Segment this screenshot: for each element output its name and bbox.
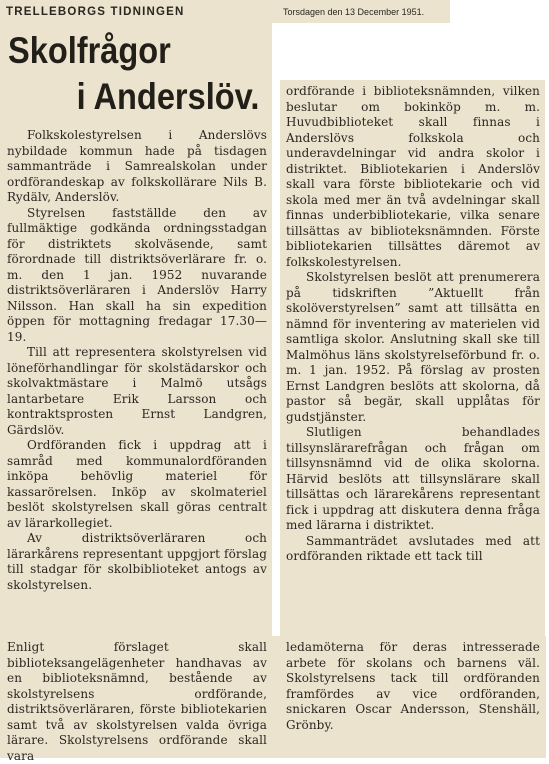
paragraph: Slutligen behandlades tillsynslärarefrågan och frågan om tillsynsnämnd vid de olika skolorna. Härvid beslöts att tillsynslärare skall tillsättas och lärarekårens representant fick i uppdrag att diskutera denna fråga med lärarna i distriktet. xyxy=(286,425,540,532)
paragraph: Skolstyrelsen beslöt att prenumerera på tidskriften ”Aktuellt från skolöverstyrelsen” samt att tillsätta en nämnd för inventering av materielen vid samtliga skolor. Anslutning skall ske till Malmöhus läns skolstyrelseförbund fr. o. m. 1 jan. 1952. På förslag av prosten Ernst Landgren beslöts att skolorna, då pastor så begär, skall upplåtas för gudstjänster. xyxy=(286,270,540,424)
bottom-left-column xyxy=(7,640,267,764)
bottom-right-column xyxy=(286,640,540,733)
paragraph: Folkskolestyrelsen i Anderslövs nybildade kommun hade på tisdagen sammanträde i Samrealskolan under ordförandeskap av folkskollärare Nils B. Rydälv, Anderslöv. xyxy=(7,128,267,204)
paragraph: ordförande i biblioteksnämnden, vilken beslutar om bokinköp m. m. Huvudbiblioteket skall finnas i Anderslövs folkskola och underavdelningar vid andra skolor i distriktet. Bibliotekarien i Anderslöv skall vara förste bibliotekarie och vid skola med mer än två avdelningar skall finnas underbibliotekarie, vilka senare tillsättas av biblioteksnämnden. Förste bibliotekarien tillsättes däremot av folkskolestyrelsen. xyxy=(286,84,540,269)
paragraph: Av distriktsöverläraren och lärarkårens representant uppgjort förslag till stadgar för skolbiblioteket antogs av skolstyrelsen. xyxy=(7,531,267,592)
newspaper-name: TRELLEBORGS TIDNINGEN xyxy=(6,6,185,18)
paragraph: Enligt förslaget skall biblioteksangelägenheter handhavas av en biblioteksnämnd, bestående av skolstyrelsens ordförande, distriktsöverläraren, förste bibliotekarien samt två av skolstyrelsen valda övriga lärare. Skolstyrelsens ordförande skall vara xyxy=(7,640,267,763)
paragraph: Styrelsen fastställde den av fullmäktige godkända ordningsstadgan för distriktets skolväsende, samt förordnade till distriktsöverlärare fr. o. m. den 1 jan. 1952 nuvarande distriktsöverläraren i Anderslöv Harry Nilsson. Han skall ha sin expedition öppen för mottagning fredagar 17.30—19. xyxy=(7,205,267,344)
paragraph: ledamöterna för deras intresserade arbete för skolans och barnens väl. Skolstyrelsens tack till ordföranden framfördes av vice ordföranden, snickaren Oscar Andersson, Stenshäll, Grönby. xyxy=(286,640,540,732)
paragraph: Ordföranden fick i uppdrag att i samråd med kommunalordföranden inköpa behövlig materiel för kassarörelsen. Inköp av skolmateriel beslöt skolstyrelsen skall göras centralt av lärarkollegiet. xyxy=(7,438,267,530)
right-article-column xyxy=(286,84,540,565)
paragraph: Till att representera skolstyrelsen vid löneförhandlingar för skolstädarskor och skolvaktmästare i Malmö utsågs lantarbetare Erik Larsson och kontraktsprosten Ernst Landgren, Gärdslöv. xyxy=(7,345,267,437)
headline xyxy=(8,28,259,120)
headline-line-1: Skolfrågor xyxy=(8,30,171,71)
headline-line-2: i Anderslöv. xyxy=(76,76,260,117)
publication-date: Torsdagen den 13 December 1951. xyxy=(283,7,425,17)
left-article-column xyxy=(7,128,267,593)
paragraph: Sammanträdet avslutades med att ordföranden riktade ett tack till xyxy=(286,533,540,563)
